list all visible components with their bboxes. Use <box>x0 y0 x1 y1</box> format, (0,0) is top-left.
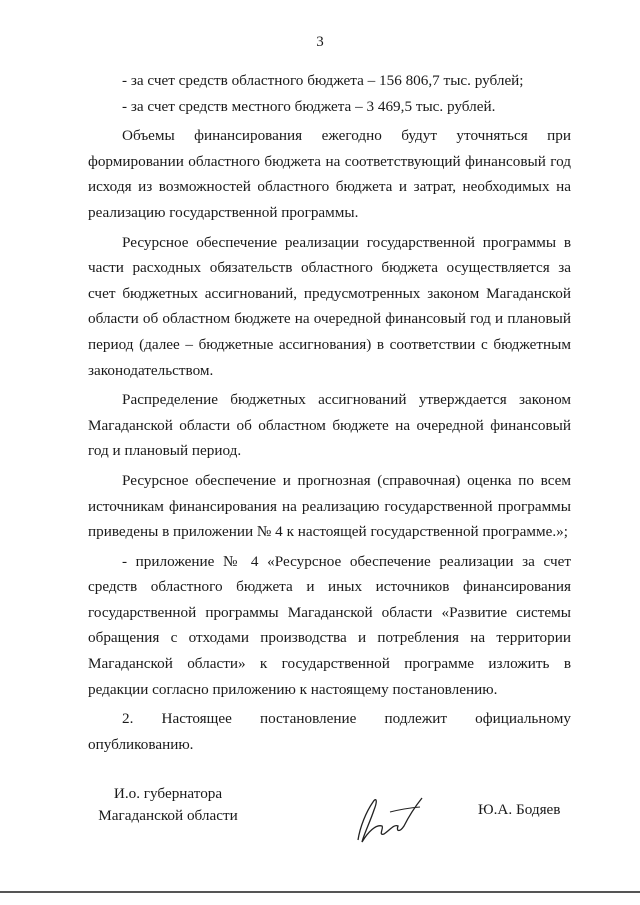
paragraph-allocation: Распределение бюджетных ассигнований утверждается законом Магаданской области об областном бюджете на очередной финансовый год и плановый период. <box>88 391 571 460</box>
signatory-position-line1: И.о. губернатора <box>113 785 223 802</box>
paragraph-forecast: Ресурсное обеспечение и прогнозная (справочная) оценка по всем источникам финансирования на реализацию государственной программы приведены в приложении № 4 к настоящей государственной программе.»; <box>88 471 571 541</box>
paragraph-regional-budget: - за счет средств областного бюджета – 156 806,7 тыс. рублей; <box>122 72 524 89</box>
signatory-position-line2: Магаданской области <box>98 807 238 824</box>
handwritten-signature <box>338 782 438 852</box>
signatory-name: Ю.А. Бодяев <box>478 801 561 818</box>
paragraph-local-budget: - за счет средств местного бюджета – 3 469,5 тыс. рублей. <box>122 97 496 115</box>
paragraph-appendix-4: - приложение № 4 «Ресурсное обеспечение реализации за счет средств областного бюджета и иных источников финансирования государственной программы Магаданской области «Развитие системы обращения с отходами производства и потребления на территории Магаданской области» к государственной программе изложить в редакции согласно приложению к настоящему постановлению. <box>88 552 571 698</box>
paragraph-resource-provision: Ресурсное обеспечение реализации государственной программы в части расходных обязательств областного бюджета осуществляется за счет бюджетных ассигнований, предусмотренных законом Магаданской области об областном бюджете на очередной финансовый год и плановый период (далее – бюджетные ассигнования) в соответствии с бюджетным законодательством. <box>88 233 571 379</box>
paragraph-publication: 2. Настоящее постановление подлежит официальному опубликованию. <box>88 710 571 753</box>
paragraph-funding-volumes: Объемы финансирования ежегодно будут уточняться при формировании областного бюджета на соответствующий финансовый год исходя из возможностей областного бюджета и затрат, необходимых на реализацию государственной программы. <box>88 127 571 221</box>
document-body <box>88 68 571 757</box>
page-bottom-rule <box>0 891 640 893</box>
signatory-position <box>88 783 248 827</box>
page-number: 3 <box>316 34 324 50</box>
